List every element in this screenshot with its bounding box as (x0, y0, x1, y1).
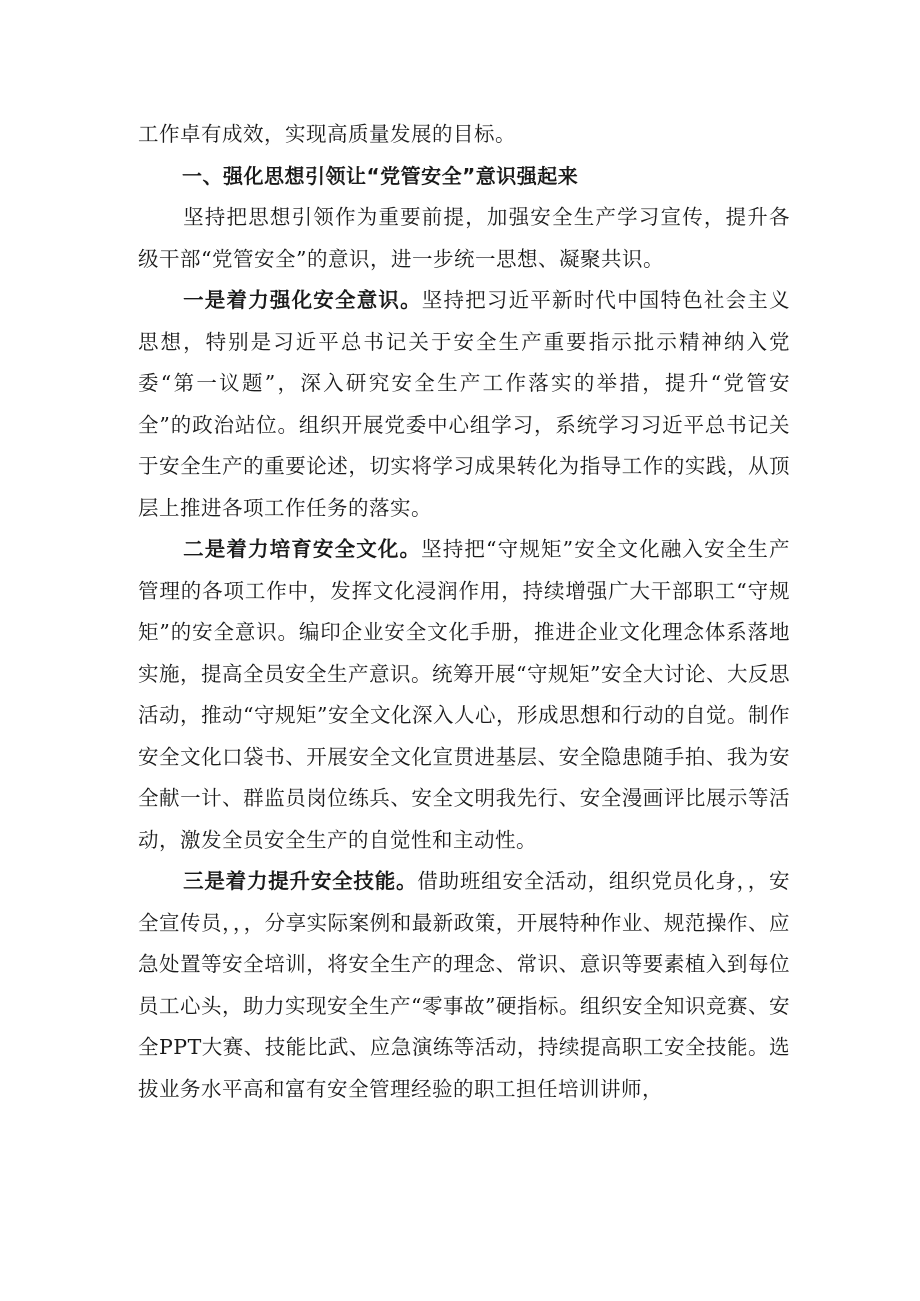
paragraph-item-2 (138, 529, 790, 861)
paragraph-item-3 (138, 861, 790, 1110)
paragraph-lead: 三是着力提升安全技能。 (183, 869, 418, 893)
paragraph-body: 借助班组安全活动，组织党员化身，，安全宣传员，，，分享实际案例和最新政策，开展特种作业、规范操作、应急处置等安全培训，将安全生产的理念、常识、意识等要素植入到每位员工心头，助力实现安全生产“零事故”硬指标。组织安全知识竞赛、安全PPT大赛、技能比武、应急演练等活动，持续提高职工安全技能。选拔业务水平高和富有安全管理经验的职工担任培训讲师， (138, 869, 791, 1101)
document-body (138, 114, 790, 1110)
paragraph-lead: 一是着力强化安全意识。 (183, 288, 422, 312)
paragraph-body: 坚持把习近平新时代中国特色社会主义思想，特别是习近平总书记关于安全生产重要指示批示精神纳入党委“第一议题”，深入研究安全生产工作落实的举措，提升“党管安全”的政治站位。组织开展党委中心组学习，系统学习习近平总书记关于安全生产的重要论述，切实将学习成果转化为指导工作的实践，从顶层上推进各项工作任务的落实。 (138, 288, 790, 520)
opening-line: 工作卓有成效，实现高质量发展的目标。 (138, 122, 516, 146)
section-heading: 一、强化思想引领让“党管安全”意识强起来 (182, 163, 579, 188)
intro-paragraph: 坚持把思想引领作为重要前提，加强安全生产学习宣传，提升各级干部“党管安全”的意识，进一步统一思想、凝聚共识。 (138, 205, 790, 271)
paragraph-lead: 二是着力培育安全文化。 (183, 537, 422, 561)
paragraph-item-1 (138, 280, 790, 529)
paragraph-body: 坚持把“守规矩”安全文化融入安全生产管理的各项工作中，发挥文化浸润作用，持续增强广大干部职工“守规矩”的安全意识。编印企业安全文化手册，推进企业文化理念体系落地实施，提高全员安全生产意识。统筹开展“守规矩”安全大讨论、大反思活动，推动“守规矩”安全文化深入人心，形成思想和行动的自觉。制作安全文化口袋书、开展安全文化宣贯进基层、安全隐患随手拍、我为安全献一计、群监员岗位练兵、安全文明我先行、安全漫画评比展示等活动，激发全员安全生产的自觉性和主动性。 (138, 537, 790, 852)
